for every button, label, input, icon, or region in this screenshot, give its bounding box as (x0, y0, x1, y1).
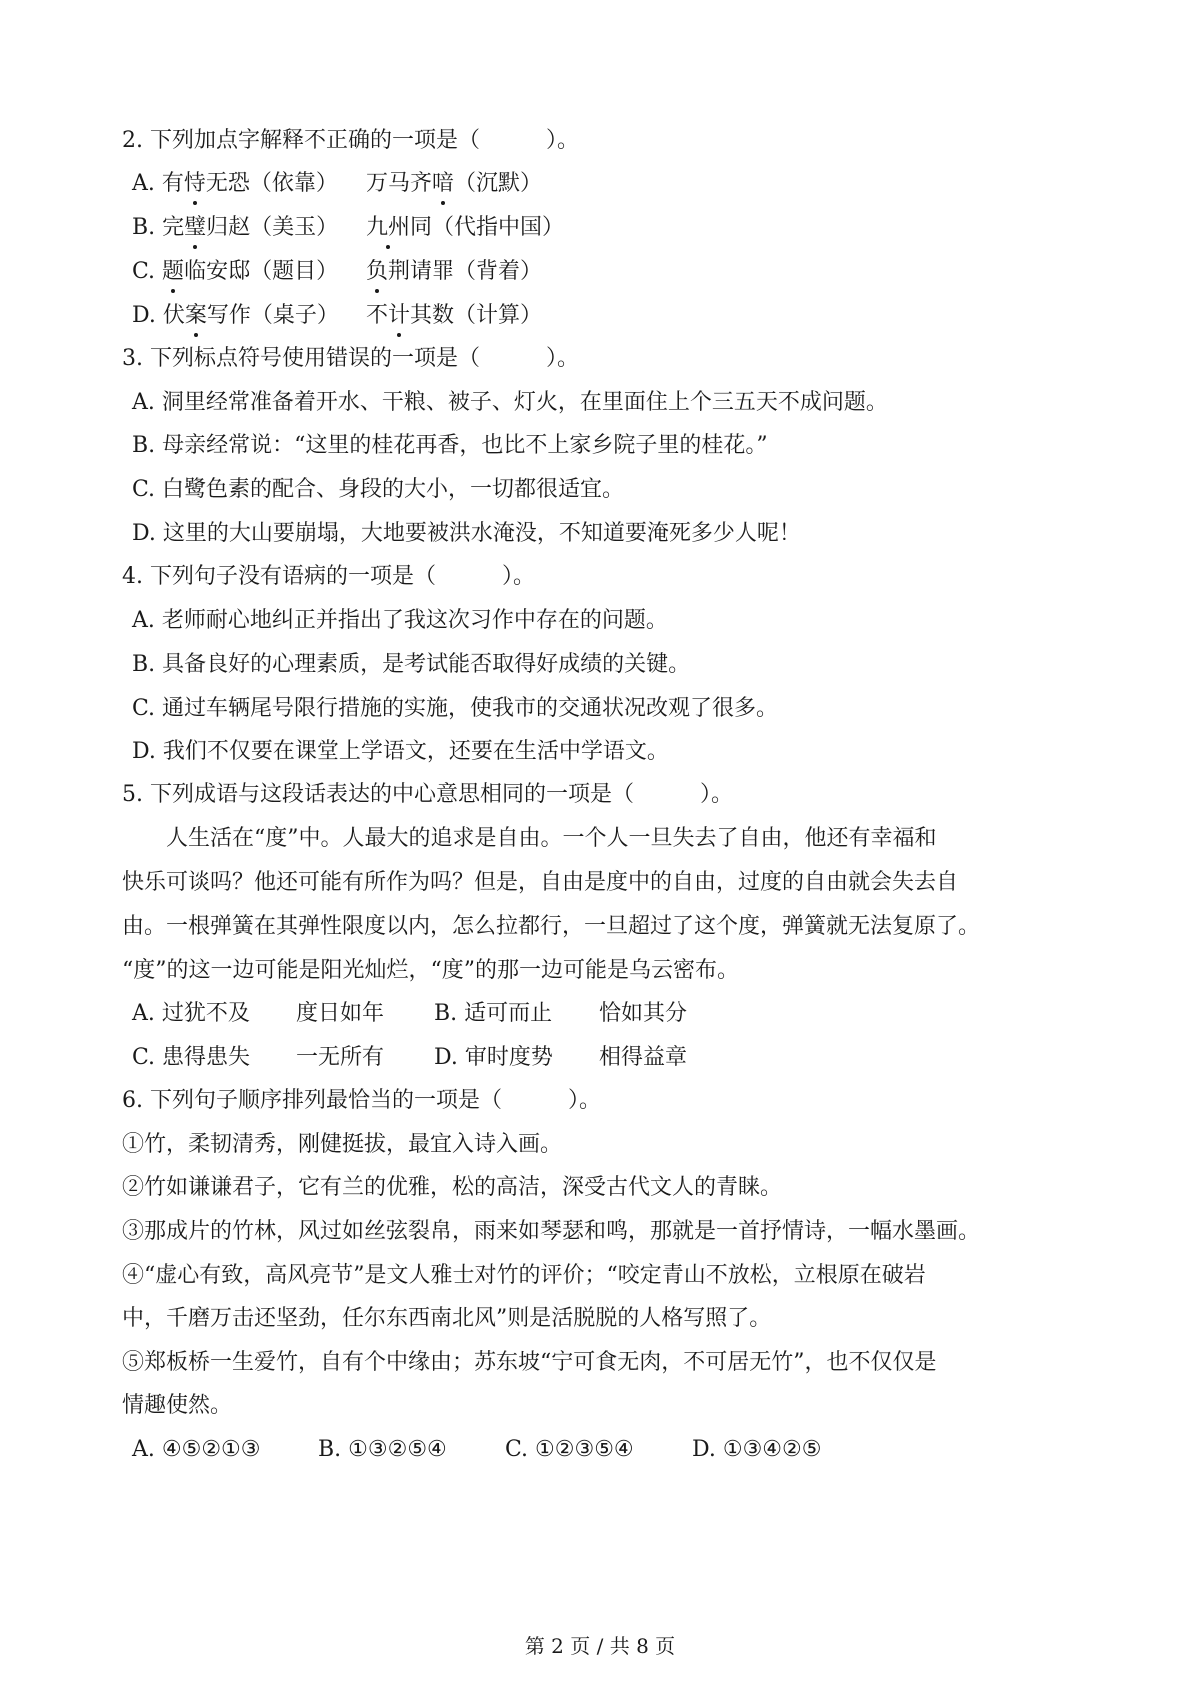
q4-option-a: A. 老师耐心地纠正并指出了我这次习作中存在的问题。 (132, 608, 668, 633)
q5-option-d: D. 审时度势 (434, 1045, 553, 1070)
q3-option-d: D. 这里的大山要崩塌，大地要被洪水淹没，不知道要淹死多少人呢！ (132, 521, 801, 546)
q5-option-c: C. 患得患失 (132, 1045, 251, 1070)
q2-c2-text-post: 荆请罪（背着） (388, 259, 543, 284)
q2-option-a-second (366, 168, 542, 200)
q2-a-text-pre: A. 有 (132, 171, 184, 196)
q2-b-dotted-char: 璧 (184, 212, 206, 244)
q5-passage-line: 由。一根弹簧在其弹性限度以内，怎么拉都行，一旦超过了这个度，弹簧就无法复原了。 (122, 914, 981, 939)
q4-stem: 4. 下列句子没有语病的一项是（ ）。 (122, 564, 535, 589)
q3-option-a: A. 洞里经常准备着开水、干粮、被子、灯火，在里面住上个三五天不成问题。 (132, 390, 888, 415)
q2-c-text-pre: C. (132, 259, 163, 284)
q2-c-text-post: 临安邸（题目） (184, 259, 339, 284)
q5-passage-line: 快乐可谈吗？他还可能有所作为吗？但是，自由是度中的自由，过度的自由就会失去自 (122, 870, 959, 895)
q6-option-b: B. ①③②⑤④ (318, 1437, 447, 1462)
q5-option-d-second: 相得益章 (599, 1045, 688, 1070)
q2-option-a (132, 168, 338, 200)
q2-b-text-post: 归赵（美玉） (206, 215, 339, 240)
q2-a-dotted-char: 恃 (184, 168, 206, 200)
q6-sentence: ④“虚心有致，高风亮节”是文人雅士对竹的评价；“咬定青山不放松，立根原在破岩 (122, 1263, 926, 1288)
q3-option-c: C. 白鹭色素的配合、身段的大小，一切都很适宜。 (132, 477, 625, 502)
q2-d-dotted-char: 案 (185, 300, 207, 332)
q5-passage-line: “度”的这一边可能是阳光灿烂，“度”的那一边可能是乌云密布。 (122, 958, 739, 983)
q2-d-text-post: 写作（桌子） (206, 303, 339, 328)
q2-a2-dotted-char: 喑 (432, 168, 454, 200)
q2-b-text-pre: B. 完 (132, 215, 185, 240)
q2-a2-text-post: （沉默） (454, 171, 543, 196)
q4-option-c: C. 通过车辆尾号限行措施的实施，使我市的交通状况改观了很多。 (132, 696, 779, 721)
q2-d2-text-pre: 不 (366, 303, 389, 328)
q2-d2-text-post: 其数（计算） (410, 303, 543, 328)
q4-option-d: D. 我们不仅要在课堂上学语文，还要在生活中学语文。 (132, 739, 669, 764)
q2-stem: 2. 下列加点字解释不正确的一项是（ ）。 (122, 128, 579, 153)
q6-sentence: ⑤郑板桥一生爱竹，自有个中缘由；苏东坡“宁可食无肉，不可居无竹”，也不仅仅是 (122, 1350, 937, 1375)
q2-option-d-second (366, 300, 542, 332)
q6-option-c: C. ①②③⑤④ (505, 1437, 634, 1462)
q5-stem: 5. 下列成语与这段话表达的中心意思相同的一项是（ ）。 (122, 782, 733, 807)
q6-sentence: ①竹，柔韧清秀，刚健挺拔，最宜入诗入画。 (122, 1132, 563, 1157)
q2-option-c (132, 256, 338, 288)
q5-option-b: B. 适可而止 (434, 1001, 553, 1026)
q6-option-d: D. ①③④②⑤ (692, 1437, 822, 1462)
q4-option-b: B. 具备良好的心理素质，是考试能否取得好成绩的关键。 (132, 652, 691, 677)
q2-a-text-post: 无恐（依靠） (205, 171, 338, 196)
q6-sentence: 情趣使然。 (122, 1393, 233, 1418)
q5-option-b-second: 恰如其分 (599, 1001, 688, 1026)
page-number: 第 2 页 / 共 8 页 (524, 1634, 676, 1658)
q2-c2-dotted-char: 负 (366, 256, 388, 288)
q6-option-a: A. ④⑤②①③ (132, 1437, 261, 1462)
q3-option-b: B. 母亲经常说：“这里的桂花再香，也比不上家乡院子里的桂花。” (132, 433, 768, 458)
q6-sentence: 中，千磨万击还坚劲，任尔东西南北风”则是活脱脱的人格写照了。 (122, 1306, 772, 1331)
q2-b2-text-post: 同（代指中国） (410, 215, 565, 240)
q3-stem: 3. 下列标点符号使用错误的一项是（ ）。 (122, 346, 579, 371)
q2-d-text-pre: D. 伏 (132, 303, 185, 328)
q6-sentence: ②竹如谦谦君子，它有兰的优雅，松的高洁，深受古代文人的青睐。 (122, 1175, 783, 1200)
q2-option-b-second (366, 212, 564, 244)
q2-d2-dotted-char: 计 (388, 300, 410, 332)
q5-option-a-second: 度日如年 (296, 1001, 385, 1026)
q2-option-b (132, 212, 338, 244)
q5-passage-line: 人生活在“度”中。人最大的追求是自由。一个人一旦失去了自由，他还有幸福和 (122, 826, 937, 851)
q2-b2-dotted-char: 九州 (366, 212, 410, 244)
q2-option-d (132, 300, 339, 332)
q2-c-dotted-char: 题 (162, 256, 184, 288)
q5-option-c-second: 一无所有 (296, 1045, 385, 1070)
q2-a2-text-pre: 万马齐 (366, 171, 433, 196)
q5-option-a: A. 过犹不及 (132, 1001, 250, 1026)
q6-sentence: ③那成片的竹林，风过如丝弦裂帛，雨来如琴瑟和鸣，那就是一首抒情诗，一幅水墨画。 (122, 1219, 981, 1244)
q6-stem: 6. 下列句子顺序排列最恰当的一项是（ ）。 (122, 1088, 601, 1113)
q2-option-c-second (366, 256, 542, 288)
